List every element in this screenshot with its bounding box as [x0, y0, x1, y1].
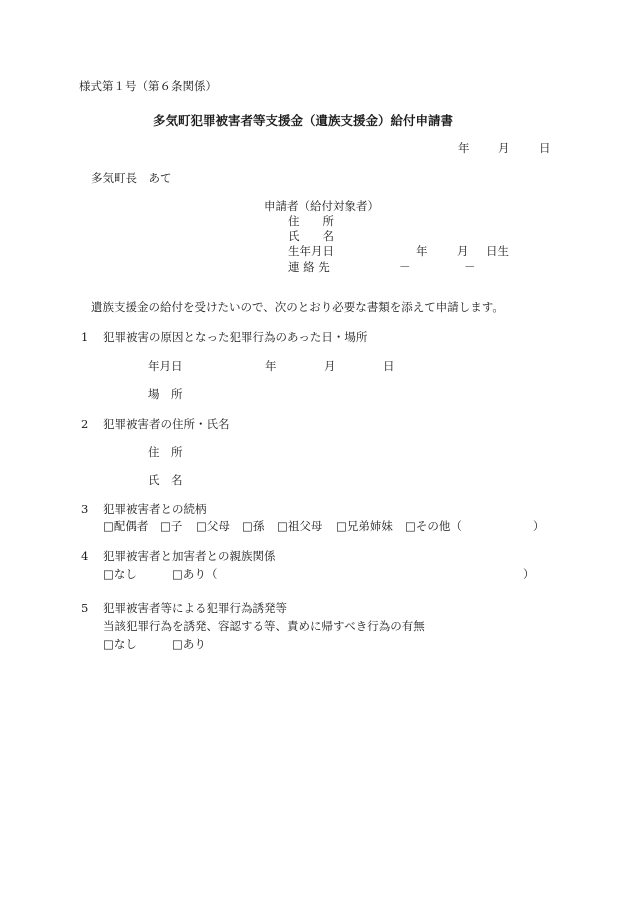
date-day: 日: [539, 141, 551, 155]
section-5-number: 5: [81, 601, 89, 615]
relation-other-close-paren: ）: [533, 519, 545, 533]
section-2-number: 2: [81, 417, 89, 431]
relation-grandchild-checkbox[interactable]: □孫: [242, 519, 265, 533]
section-5-heading: 犯罪被害者等による犯罪行為誘発等: [103, 601, 287, 615]
section-3-number: 3: [81, 502, 89, 516]
applicant-name-label: 氏 名: [288, 229, 334, 243]
relation-parent-checkbox[interactable]: □父母: [196, 519, 230, 533]
form-number: 様式第１号（第６条関係）: [79, 79, 217, 93]
victim-name-label: 氏 名: [148, 473, 183, 487]
relation-spouse-checkbox[interactable]: □配偶者: [103, 519, 149, 533]
relation-child-checkbox[interactable]: □子: [160, 519, 183, 533]
applicant-heading: 申請者（給付対象者）: [264, 199, 379, 213]
applicant-address-label: 住 所: [288, 214, 334, 228]
incident-day: 日: [383, 359, 395, 373]
section-5-subheading: 当該犯罪行為を誘発、容認する等、責めに帰すべき行為の有無: [103, 619, 425, 633]
date-year: 年: [458, 141, 470, 155]
applicant-birth-month: 月: [457, 244, 469, 258]
kinship-close-paren: ）: [523, 567, 535, 581]
inducement-none-checkbox[interactable]: □なし: [103, 637, 137, 651]
section-1-number: 1: [81, 330, 89, 344]
section-4-number: 4: [81, 549, 89, 563]
applicant-contact-label: 連 絡 先: [288, 260, 330, 274]
applicant-birth-year: 年: [416, 244, 428, 258]
contact-dash-1: －: [399, 260, 411, 274]
applicant-birth-label: 生年月日: [288, 244, 334, 258]
document-title: 多気町犯罪被害者等支援金（遺族支援金）給付申請書: [153, 113, 454, 128]
section-3-heading: 犯罪被害者との続柄: [103, 502, 207, 516]
incident-place-label: 場 所: [148, 387, 183, 401]
section-1-heading: 犯罪被害の原因となった犯罪行為のあった日・場所: [103, 330, 368, 344]
addressee: 多気町長 あて: [91, 171, 172, 185]
incident-date-label: 年月日: [148, 359, 183, 373]
incident-month: 月: [324, 359, 336, 373]
date-month: 月: [498, 141, 510, 155]
kinship-yes-checkbox[interactable]: □あり（: [172, 567, 218, 581]
contact-dash-2: －: [464, 260, 476, 274]
section-2-heading: 犯罪被害者の住所・氏名: [103, 417, 230, 431]
relation-grandparent-checkbox[interactable]: □祖父母: [277, 519, 323, 533]
section-4-heading: 犯罪被害者と加害者との親族関係: [103, 549, 276, 563]
kinship-none-checkbox[interactable]: □なし: [103, 567, 137, 581]
incident-year: 年: [265, 359, 277, 373]
applicant-birth-day: 日生: [486, 244, 509, 258]
relation-sibling-checkbox[interactable]: □兄弟姉妹: [336, 519, 393, 533]
intro-text: 遺族支援金の給付を受けたいので、次のとおり必要な書類を添えて申請します。: [91, 300, 504, 314]
relation-other-checkbox[interactable]: □その他（: [405, 519, 462, 533]
inducement-yes-checkbox[interactable]: □あり: [172, 637, 206, 651]
victim-address-label: 住 所: [148, 445, 183, 459]
